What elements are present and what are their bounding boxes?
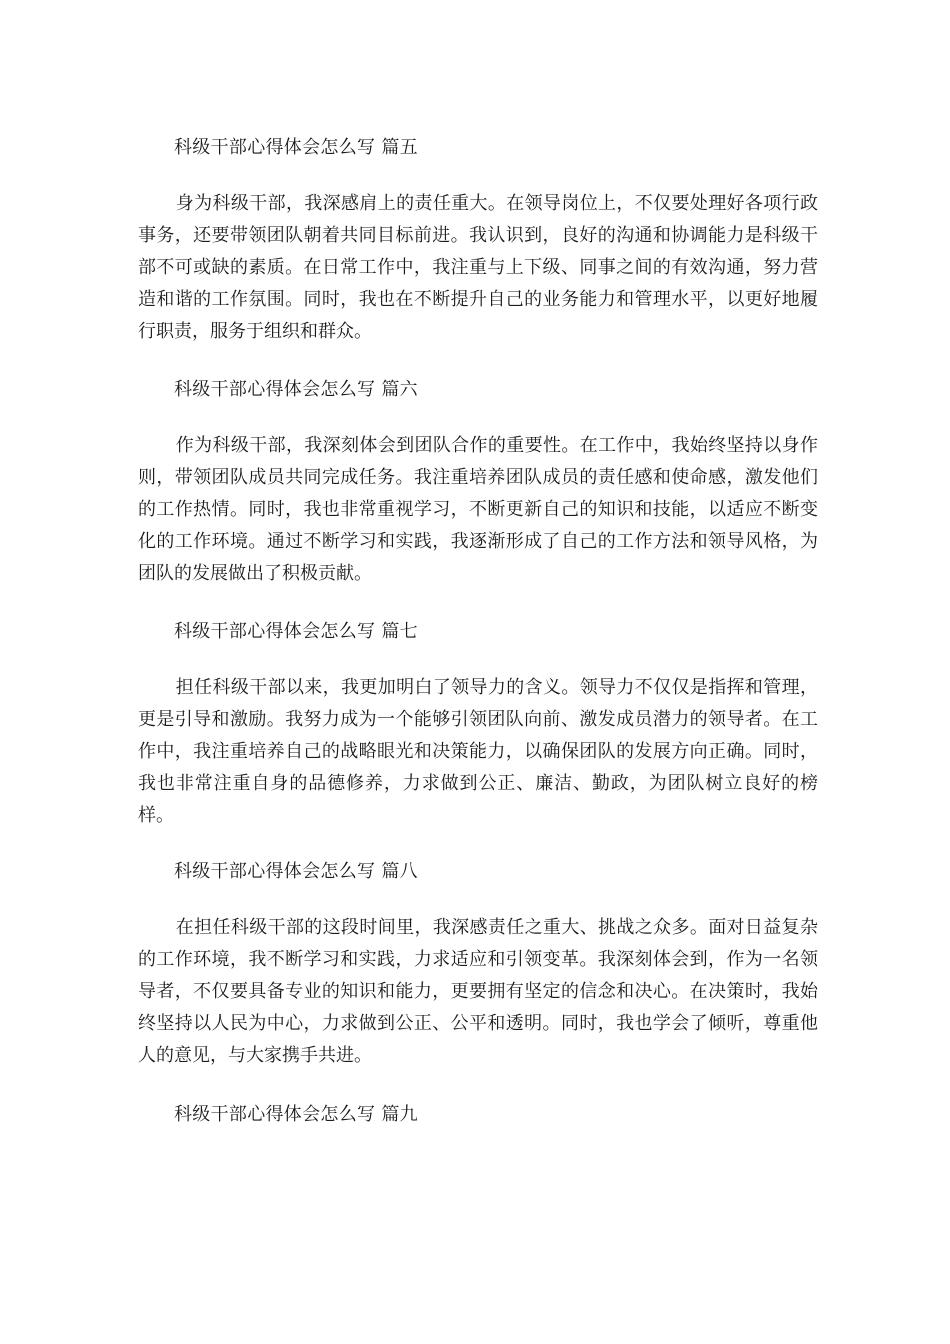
section-paragraph: 身为科级干部，我深感肩上的责任重大。在领导岗位上，不仅要处理好各项行政事务，还要带领团队朝着共同目标前进。我认识到，良好的沟通和协调能力是科级干部不可或缺的素质。在日常工作中，我注重与上下级、同事之间的有效沟通，努力营造和谐的工作氛围。同时，我也在不断提升自己的业务能力和管理水平，以更好地履行职责，服务于组织和群众。 bbox=[138, 193, 818, 342]
section-heading: 科级干部心得体会怎么写 篇六 bbox=[174, 379, 418, 400]
section-heading: 科级干部心得体会怎么写 篇九 bbox=[174, 1104, 418, 1125]
section-heading: 科级干部心得体会怎么写 篇八 bbox=[174, 861, 418, 882]
section-heading: 科级干部心得体会怎么写 篇七 bbox=[174, 621, 418, 642]
section-heading: 科级干部心得体会怎么写 篇五 bbox=[174, 137, 418, 158]
section-paragraph: 担任科级干部以来，我更加明白了领导力的含义。领导力不仅仅是指挥和管理，更是引导和激励。我努力成为一个能够引领团队向前、激发成员潜力的领导者。在工作中，我注重培养自己的战略眼光和决策能力，以确保团队的发展方向正确。同时，我也非常注重自身的品德修养，力求做到公正、廉洁、勤政，为团队树立良好的榜样。 bbox=[138, 677, 818, 826]
section-paragraph: 作为科级干部，我深刻体会到团队合作的重要性。在工作中，我始终坚持以身作则，带领团队成员共同完成任务。我注重培养团队成员的责任感和使命感，激发他们的工作热情。同时，我也非常重视学习，不断更新自己的知识和技能，以适应不断变化的工作环境。通过不断学习和实践，我逐渐形成了自己的工作方法和领导风格，为团队的发展做出了积极贡献。 bbox=[138, 435, 818, 584]
section-paragraph: 在担任科级干部的这段时间里，我深感责任之重大、挑战之众多。面对日益复杂的工作环境，我不断学习和实践，力求适应和引领变革。我深刻体会到，作为一名领导者，不仅要具备专业的知识和能力，更要拥有坚定的信念和决心。在决策时，我始终坚持以人民为中心，力求做到公正、公平和透明。同时，我也学会了倾听，尊重他人的意见，与大家携手共进。 bbox=[138, 917, 818, 1066]
